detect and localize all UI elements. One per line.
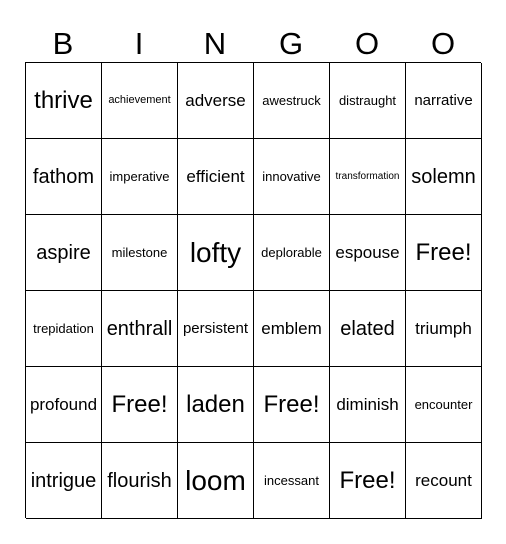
bingo-cell: emblem bbox=[254, 291, 330, 367]
bingo-cell: efficient bbox=[178, 139, 254, 215]
bingo-cell: thrive bbox=[26, 63, 102, 139]
bingo-cell: enthrall bbox=[102, 291, 178, 367]
bingo-cell: triumph bbox=[406, 291, 482, 367]
bingo-cell: trepidation bbox=[26, 291, 102, 367]
header-letter-o-2: O bbox=[430, 25, 456, 61]
bingo-cell free-space: Free! bbox=[406, 215, 482, 291]
bingo-cell: adverse bbox=[178, 63, 254, 139]
bingo-cell: awestruck bbox=[254, 63, 330, 139]
bingo-cell: imperative bbox=[102, 139, 178, 215]
bingo-cell: achievement bbox=[102, 63, 178, 139]
bingo-cell: narrative bbox=[406, 63, 482, 139]
bingo-cell: innovative bbox=[254, 139, 330, 215]
header-letter-n: N bbox=[203, 25, 227, 61]
header-letter-o: O bbox=[354, 25, 380, 61]
bingo-header bbox=[25, 24, 481, 62]
bingo-cell free-space: Free! bbox=[330, 443, 406, 519]
bingo-cell: aspire bbox=[26, 215, 102, 291]
bingo-cell: diminish bbox=[330, 367, 406, 443]
bingo-board bbox=[25, 62, 481, 518]
bingo-cell: loom bbox=[178, 443, 254, 519]
bingo-cell: deplorable bbox=[254, 215, 330, 291]
bingo-cell: milestone bbox=[102, 215, 178, 291]
bingo-cell: lofty bbox=[178, 215, 254, 291]
header-letter-g: G bbox=[278, 25, 304, 61]
bingo-cell: persistent bbox=[178, 291, 254, 367]
bingo-cell: transformation bbox=[330, 139, 406, 215]
bingo-cell: elated bbox=[330, 291, 406, 367]
bingo-cell: espouse bbox=[330, 215, 406, 291]
header-letter-i: I bbox=[134, 25, 144, 61]
bingo-cell: recount bbox=[406, 443, 482, 519]
bingo-cell: fathom bbox=[26, 139, 102, 215]
bingo-cell: distraught bbox=[330, 63, 406, 139]
bingo-cell: encounter bbox=[406, 367, 482, 443]
header-letter-b: B bbox=[52, 25, 74, 61]
bingo-cell: laden bbox=[178, 367, 254, 443]
bingo-cell: flourish bbox=[102, 443, 178, 519]
bingo-cell: profound bbox=[26, 367, 102, 443]
bingo-cell: intrigue bbox=[26, 443, 102, 519]
bingo-cell free-space: Free! bbox=[102, 367, 178, 443]
bingo-cell: solemn bbox=[406, 139, 482, 215]
bingo-cell free-space: Free! bbox=[254, 367, 330, 443]
bingo-cell: incessant bbox=[254, 443, 330, 519]
